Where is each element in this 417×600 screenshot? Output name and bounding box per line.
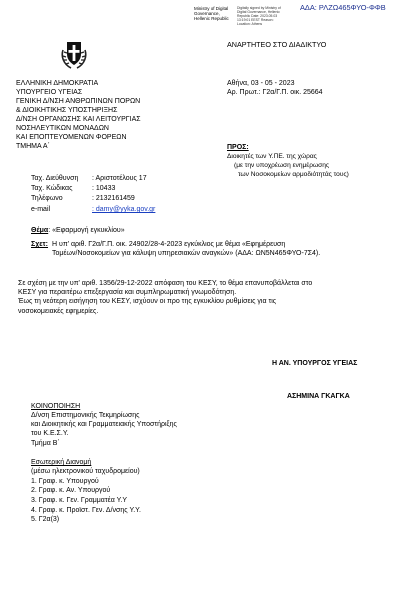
body-line: Σε σχέση με την υπ' αριθ. 1356/29-12-2022 απόφαση του ΚΕΣΥ, το θέμα επανυποβάλλεται στο <box>18 280 313 287</box>
contact-phone-label: Τηλέφωνο <box>31 195 63 202</box>
body-line: ΚΕΣΥ για περαιτέρω επεξεργασία και συμπληρωματική γνωμοδότηση. <box>18 289 237 296</box>
contact-email-label: e-mail <box>31 206 51 213</box>
sender-block <box>16 79 141 151</box>
reference-text-line: Η υπ' αριθ. Γ2α/Γ.Π. οικ. 24902/28-4-2023 εγκύκλιος με θέμα «Εφημέρευση <box>52 241 286 248</box>
sender-line: Δ/ΝΣΗ ΟΡΓΑΝΩΣΗΣ ΚΑΙ ΛΕΙΤΟΥΡΓΙΑΣ <box>16 116 141 123</box>
cc-line: Τμήμα Β΄ <box>31 440 60 447</box>
sender-line: ΕΛΛΗΝΙΚΗ ΔΗΜΟΚΡΑΤΙΑ <box>16 80 99 87</box>
sender-line: ΥΠΟΥΡΓΕΙΟ ΥΓΕΙΑΣ <box>16 89 83 96</box>
contact-postcode-label: Ταχ. Κώδικας <box>31 185 73 192</box>
protocol-number: Αρ. Πρωτ.: Γ2α/Γ.Π. οικ. 25664 <box>227 89 323 96</box>
subject-line <box>31 226 125 235</box>
reference-label: Σχετ: <box>31 241 49 248</box>
cc-line: και Διοικητικής και Γραμματειακής Υποστήριξης <box>31 421 177 428</box>
ada-code: ΑΔΑ: ΡΛΖΩ465ΦΥΟ-ΦΦΒ <box>300 3 386 12</box>
internal-distribution-line: 1. Γραφ. κ. Υπουργού <box>31 478 99 485</box>
sender-line: ΝΟΣΗΛΕΥΤΙΚΩΝ ΜΟΝΑΔΩΝ <box>16 125 109 132</box>
body-line: νοσοκομειακές εφημερίες. <box>18 308 99 315</box>
sender-line: ΤΜΗΜΑ Α΄ <box>16 143 50 150</box>
cc-label: ΚΟΙΝΟΠΟΙΗΣΗ <box>31 403 81 410</box>
sender-line: ΚΑΙ ΕΠΟΠΤΕΥΟΜΕΝΩΝ ΦΟΡΕΩΝ <box>16 134 127 141</box>
cc-line: Δ/νση Επιστημονικής Τεκμηρίωσης <box>31 412 140 419</box>
post-label: ΑΝΑΡΤΗΤΕΟ ΣΤΟ ΔΙΑΔΙΚΤΥΟ <box>227 40 327 49</box>
sender-line: ΓΕΝΙΚΗ Δ/ΝΣΗ ΑΝΘΡΩΠΙΝΩΝ ΠΟΡΩΝ <box>16 98 141 105</box>
recipient-label: ΠΡΟΣ: <box>227 144 249 151</box>
contact-email-link[interactable]: : damy@yyka.gov.gr <box>92 206 156 213</box>
contact-phone-value: : 2132161459 <box>92 195 135 202</box>
stamp-ministry-line: Hellenic Republic <box>194 16 229 22</box>
recipient-line: Διοικητές των Υ.ΠΕ. της χώρας <box>227 153 317 160</box>
internal-distribution-label: Εσωτερική Διανομή <box>31 459 92 466</box>
contact-address-label: Ταχ. Διεύθυνση <box>31 175 79 182</box>
greek-emblem-icon <box>59 38 89 70</box>
signatory-name: ΑΣΗΜΙΝΑ ΓΚΑΓΚΑ <box>287 393 350 400</box>
internal-distribution-line: (μέσω ηλεκτρονικού ταχυδρομείου) <box>31 468 140 475</box>
subject-label: Θέμα <box>31 227 49 234</box>
recipient-line: των Νοσοκομείων αρμοδιότητάς τους) <box>238 171 349 178</box>
subject-text: : «Εφαρμογή εγκυκλίου» <box>48 227 125 234</box>
contact-address-value: : Αριστοτέλους 17 <box>92 175 147 182</box>
signatory-title: Η ΑΝ. ΥΠΟΥΡΓΟΣ ΥΓΕΙΑΣ <box>272 360 358 367</box>
stamp-signed-text: Digitally signed by Ministry of Digital Governance, Hellenic Republic Date: 2023.05.03 13:19:01 EEST Reason: Location: Athens <box>237 6 281 26</box>
internal-distribution-line: 2. Γραφ. κ. Αν. Υπουργού <box>31 487 111 494</box>
body-line: Έως τη νεότερη εισήγηση του ΚΕΣΥ, ισχύουν οι προ της εγκυκλίου ρυθμίσεις για τις <box>18 298 277 305</box>
recipient-line: (με την υποχρέωση ενημέρωσης <box>234 162 330 169</box>
internal-distribution-line: 3. Γραφ. κ. Γεν. Γραμματέα Υ.Υ <box>31 497 127 504</box>
internal-distribution-line: 4. Γραφ. κ. Προϊστ. Γεν. Δ/νσης Υ.Υ. <box>31 507 141 514</box>
cc-line: του Κ.Ε.Σ.Υ. <box>31 430 69 437</box>
reference-text-line: Τομέων/Νοσοκομείων για κάλυψη υπηρεσιακών αναγκών» (ΑΔΑ: ΩΝ5Ν465ΦΥΟ-7Σ4). <box>52 250 321 257</box>
digital-signature-stamp <box>194 6 229 22</box>
date-line: Αθήνα, 03 - 05 - 2023 <box>227 80 295 87</box>
sender-line: & ΔΙΟΙΚΗΤΙΚΗΣ ΥΠΟΣΤΗΡΙΞΗΣ <box>16 107 118 114</box>
internal-distribution-line: 5. Γ2α(3) <box>31 516 60 523</box>
contact-postcode-value: : 10433 <box>92 185 116 192</box>
stamp-ministry-line: Ministry of Digital <box>194 6 229 11</box>
stamp-ministry-line: Governance, <box>194 11 220 17</box>
